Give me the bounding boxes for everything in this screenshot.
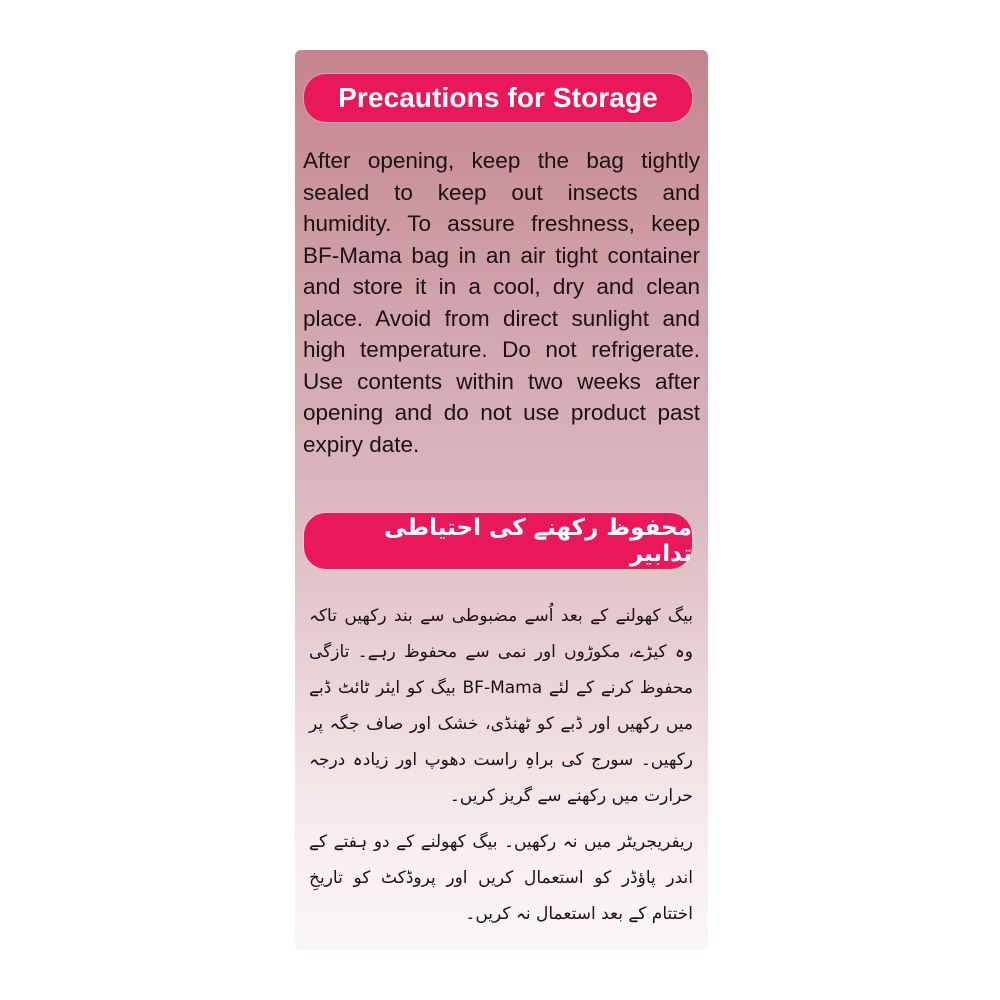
urdu-heading-banner (304, 513, 692, 569)
urdu-instructions-paragraph-2: ریفریجریٹر میں نہ رکھیں۔ بیگ کھولنے کے دو ہفتے کے اندر پاؤڈر کو استعمال کریں اور پروڈکٹ کو تاریخِ اختتام کے بعد استعمال نہ کریں۔ (309, 832, 693, 924)
urdu-instructions-paragraph-1: بیگ کھولنے کے بعد اُسے مضبوطی سے بند رکھیں تاکہ وہ کیڑے، مکوڑوں اور نمی سے محفوظ رہے۔ تازگی محفوظ کرنے کے لئے BF-Mama بیگ کو ایئر ٹائٹ ڈبے میں رکھیں اور ڈبے کو ٹھنڈی، خشک اور صاف جگہ پر رکھیں۔ سورج کی براہِ راست دھوپ اور زیادہ درجہ حرارت میں رکھنے سے گریز کریں۔ (309, 606, 693, 806)
english-instructions-text: After opening, keep the bag tightly sealed to keep out insects and humidity. To assure freshness, keep BF-Mama bag in an air tight container and store it in a cool, dry and clean place. Avoid from direct sunlight and high temperature. Do not refrigerate. Use contents within two weeks after opening and do not use product past expiry date. (303, 148, 700, 457)
urdu-heading: محفوظ رکھنے کی احتیاطی تدابیر (384, 515, 692, 567)
storage-instructions-panel (295, 50, 708, 950)
english-heading-banner (304, 74, 692, 122)
english-heading: Precautions for Storage (338, 82, 658, 113)
